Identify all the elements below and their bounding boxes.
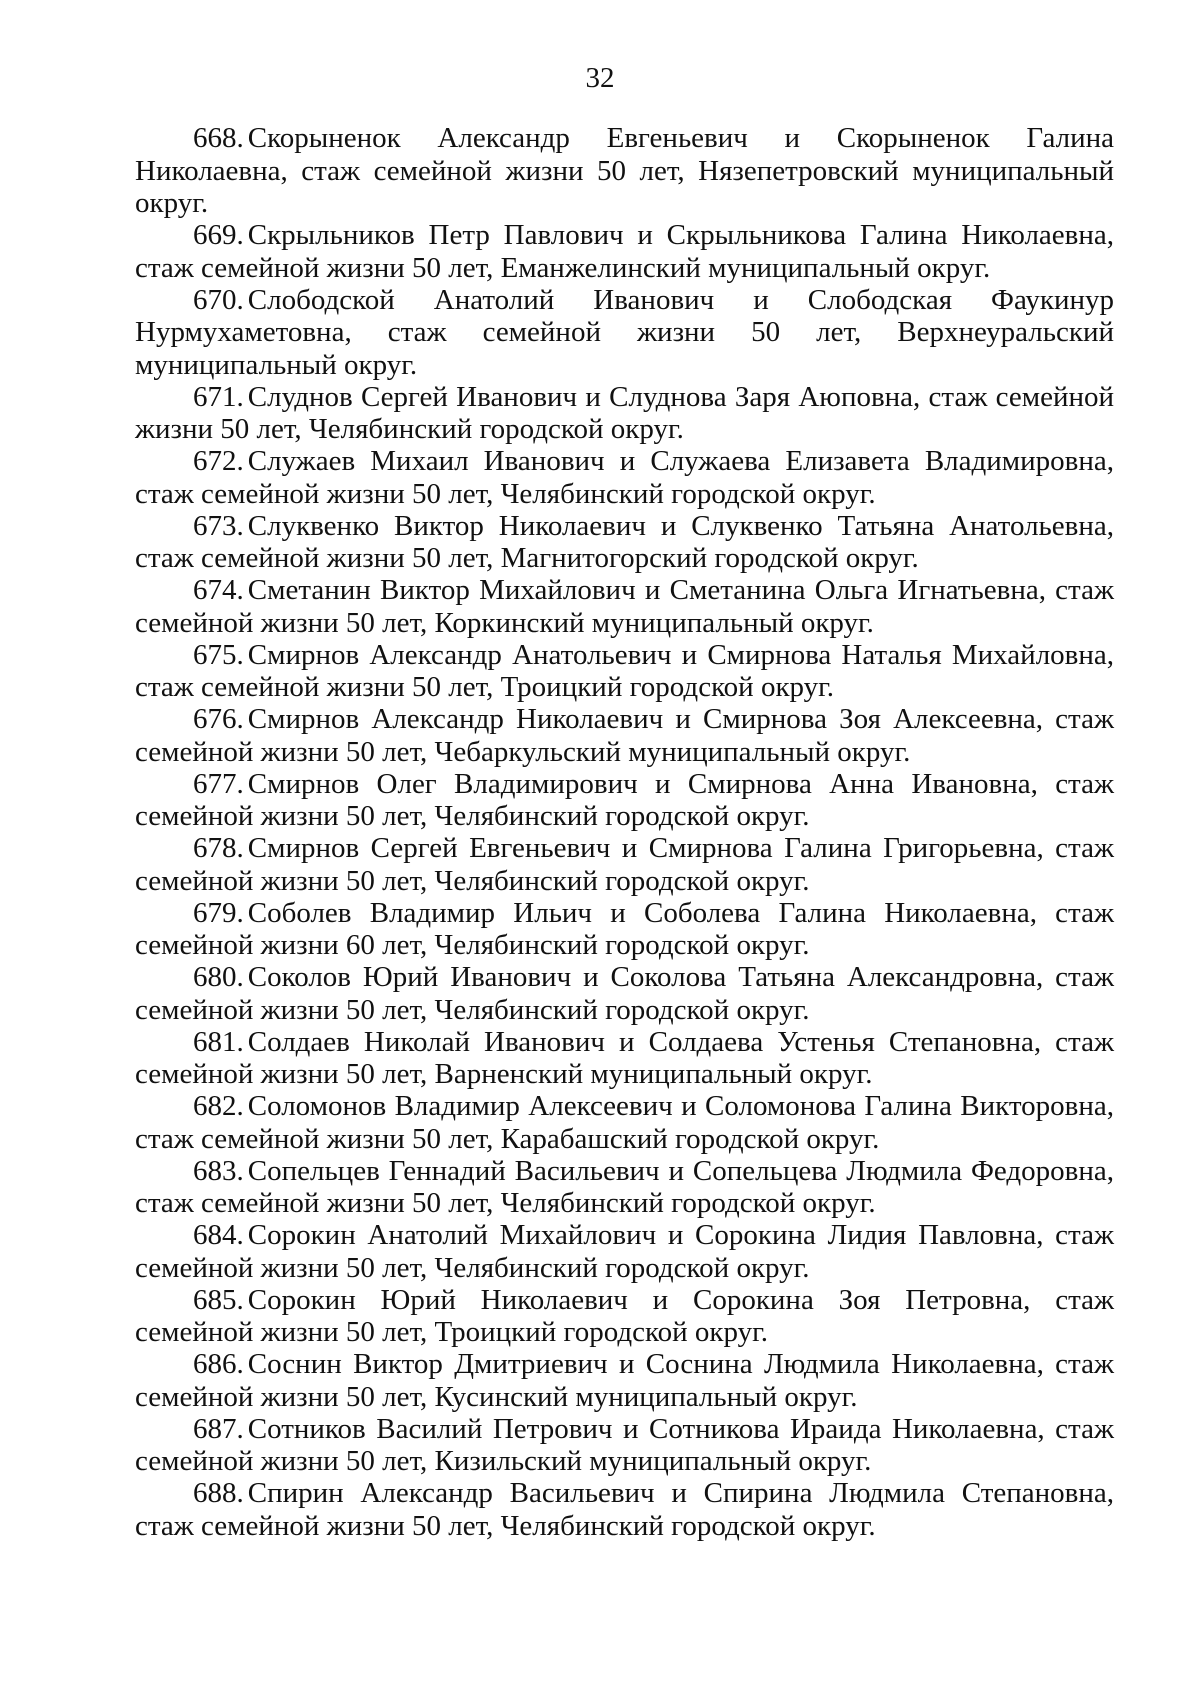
item-text: Солдаев Николай Иванович и Солдаева Устенья Степановна, стаж семейной жизни 50 лет, Варненский муниципальный округ.	[135, 1025, 1114, 1090]
item-number: 681.	[193, 1025, 244, 1058]
list-item	[135, 832, 1114, 897]
item-number: 686.	[193, 1348, 244, 1380]
item-number: 685.	[193, 1283, 244, 1316]
item-text: Смирнов Олег Владимирович и Смирнова Анна Ивановна, стаж семейной жизни 50 лет, Челябинский городской округ.	[135, 767, 1114, 832]
list-item	[135, 961, 1114, 1026]
item-number: 669.	[193, 219, 244, 251]
item-number: 684.	[193, 1219, 244, 1251]
list-item	[135, 122, 1114, 220]
item-number: 677.	[193, 767, 244, 800]
item-number: 673.	[193, 509, 244, 542]
item-text: Спирин Александр Васильевич и Спирина Людмила Степановна, стаж семейной жизни 50 лет, Челябинский городской округ.	[135, 1477, 1114, 1542]
list-item	[135, 381, 1114, 446]
list-item	[135, 1348, 1114, 1413]
item-number: 680.	[193, 961, 244, 993]
list-item	[135, 1026, 1114, 1091]
item-text: Смирнов Александр Николаевич и Смирнова Зоя Алексеевна, стаж семейной жизни 50 лет, Чебаркульский муниципальный округ.	[135, 703, 1114, 768]
list-item	[135, 639, 1114, 704]
item-number: 676.	[193, 703, 244, 735]
list-item	[135, 1219, 1114, 1284]
item-number: 682.	[193, 1090, 244, 1122]
item-text: Смирнов Сергей Евгеньевич и Смирнова Галина Григорьевна, стаж семейной жизни 50 лет, Челябинский городской округ.	[135, 832, 1114, 897]
item-number: 672.	[193, 445, 244, 477]
item-text: Сорокин Юрий Николаевич и Сорокина Зоя Петровна, стаж семейной жизни 50 лет, Троицкий городской округ.	[135, 1283, 1114, 1348]
document-body	[135, 122, 1114, 1542]
list-item	[135, 1284, 1114, 1349]
list-item	[135, 510, 1114, 575]
item-text: Соломонов Владимир Алексеевич и Соломонова Галина Викторовна, стаж семейной жизни 50 лет, Карабашский городской округ.	[135, 1090, 1114, 1155]
item-text: Соболев Владимир Ильич и Соболева Галина Николаевна, стаж семейной жизни 60 лет, Челябинский городской округ.	[135, 896, 1114, 961]
item-text: Служаев Михаил Иванович и Служаева Елизавета Владимировна, стаж семейной жизни 50 лет, Челябинский городской округ.	[135, 445, 1114, 510]
item-text: Соколов Юрий Иванович и Соколова Татьяна Александровна, стаж семейной жизни 50 лет, Челябинский городской округ.	[135, 961, 1114, 1026]
item-text: Смирнов Александр Анатольевич и Смирнова Наталья Михайловна, стаж семейной жизни 50 лет, Троицкий городской округ.	[135, 638, 1114, 703]
item-text: Сметанин Виктор Михайлович и Сметанина Ольга Игнатьевна, стаж семейной жизни 50 лет, Коркинский муниципальный округ.	[135, 574, 1114, 639]
list-item	[135, 1155, 1114, 1220]
item-text: Скорыненок Александр Евгеньевич и Скорыненок Галина Николаевна, стаж семейной жизни 50 лет, Нязепетровский муниципальный округ.	[135, 122, 1114, 219]
item-text: Сотников Василий Петрович и Сотникова Ираида Николаевна, стаж семейной жизни 50 лет, Кизильский муниципальный округ.	[135, 1412, 1114, 1477]
list-item	[135, 1477, 1114, 1542]
list-item	[135, 703, 1114, 768]
item-number: 668.	[193, 122, 244, 154]
list-item	[135, 1090, 1114, 1155]
item-number: 679.	[193, 896, 244, 929]
item-number: 683.	[193, 1154, 244, 1187]
item-number: 687.	[193, 1412, 244, 1445]
item-text: Сорокин Анатолий Михайлович и Сорокина Лидия Павловна, стаж семейной жизни 50 лет, Челябинский городской округ.	[135, 1219, 1114, 1284]
list-item	[135, 768, 1114, 833]
item-text: Слободской Анатолий Иванович и Слободская Фаукинур Нурмухаметовна, стаж семейной жизни 50 лет, Верхнеуральский муниципальный округ.	[135, 283, 1114, 381]
item-number: 671.	[193, 380, 244, 413]
item-text: Сопельцев Геннадий Васильевич и Сопельцева Людмила Федоровна, стаж семейной жизни 50 лет, Челябинский городской округ.	[135, 1154, 1114, 1219]
item-number: 675.	[193, 638, 244, 671]
list-item	[135, 284, 1114, 382]
item-text: Скрыльников Петр Павлович и Скрыльникова Галина Николаевна, стаж семейной жизни 50 лет, Еманжелинский муниципальный округ.	[135, 219, 1114, 284]
item-number: 678.	[193, 832, 244, 864]
item-text: Слуквенко Виктор Николаевич и Слуквенко Татьяна Анатольевна, стаж семейной жизни 50 лет, Магнитогорский городской округ.	[135, 509, 1114, 574]
item-text: Соснин Виктор Дмитриевич и Соснина Людмила Николаевна, стаж семейной жизни 50 лет, Кусинский муниципальный округ.	[135, 1348, 1114, 1413]
page-number: 32	[585, 62, 615, 94]
list-item	[135, 445, 1114, 510]
item-text: Слуднов Сергей Иванович и Слуднова Заря Аюповна, стаж семейной жизни 50 лет, Челябинский городской округ.	[135, 380, 1114, 445]
item-number: 674.	[193, 574, 244, 606]
list-item	[135, 574, 1114, 639]
list-item	[135, 219, 1114, 284]
list-item	[135, 897, 1114, 962]
item-number: 688.	[193, 1477, 244, 1509]
item-number: 670.	[193, 283, 244, 316]
list-item	[135, 1413, 1114, 1478]
